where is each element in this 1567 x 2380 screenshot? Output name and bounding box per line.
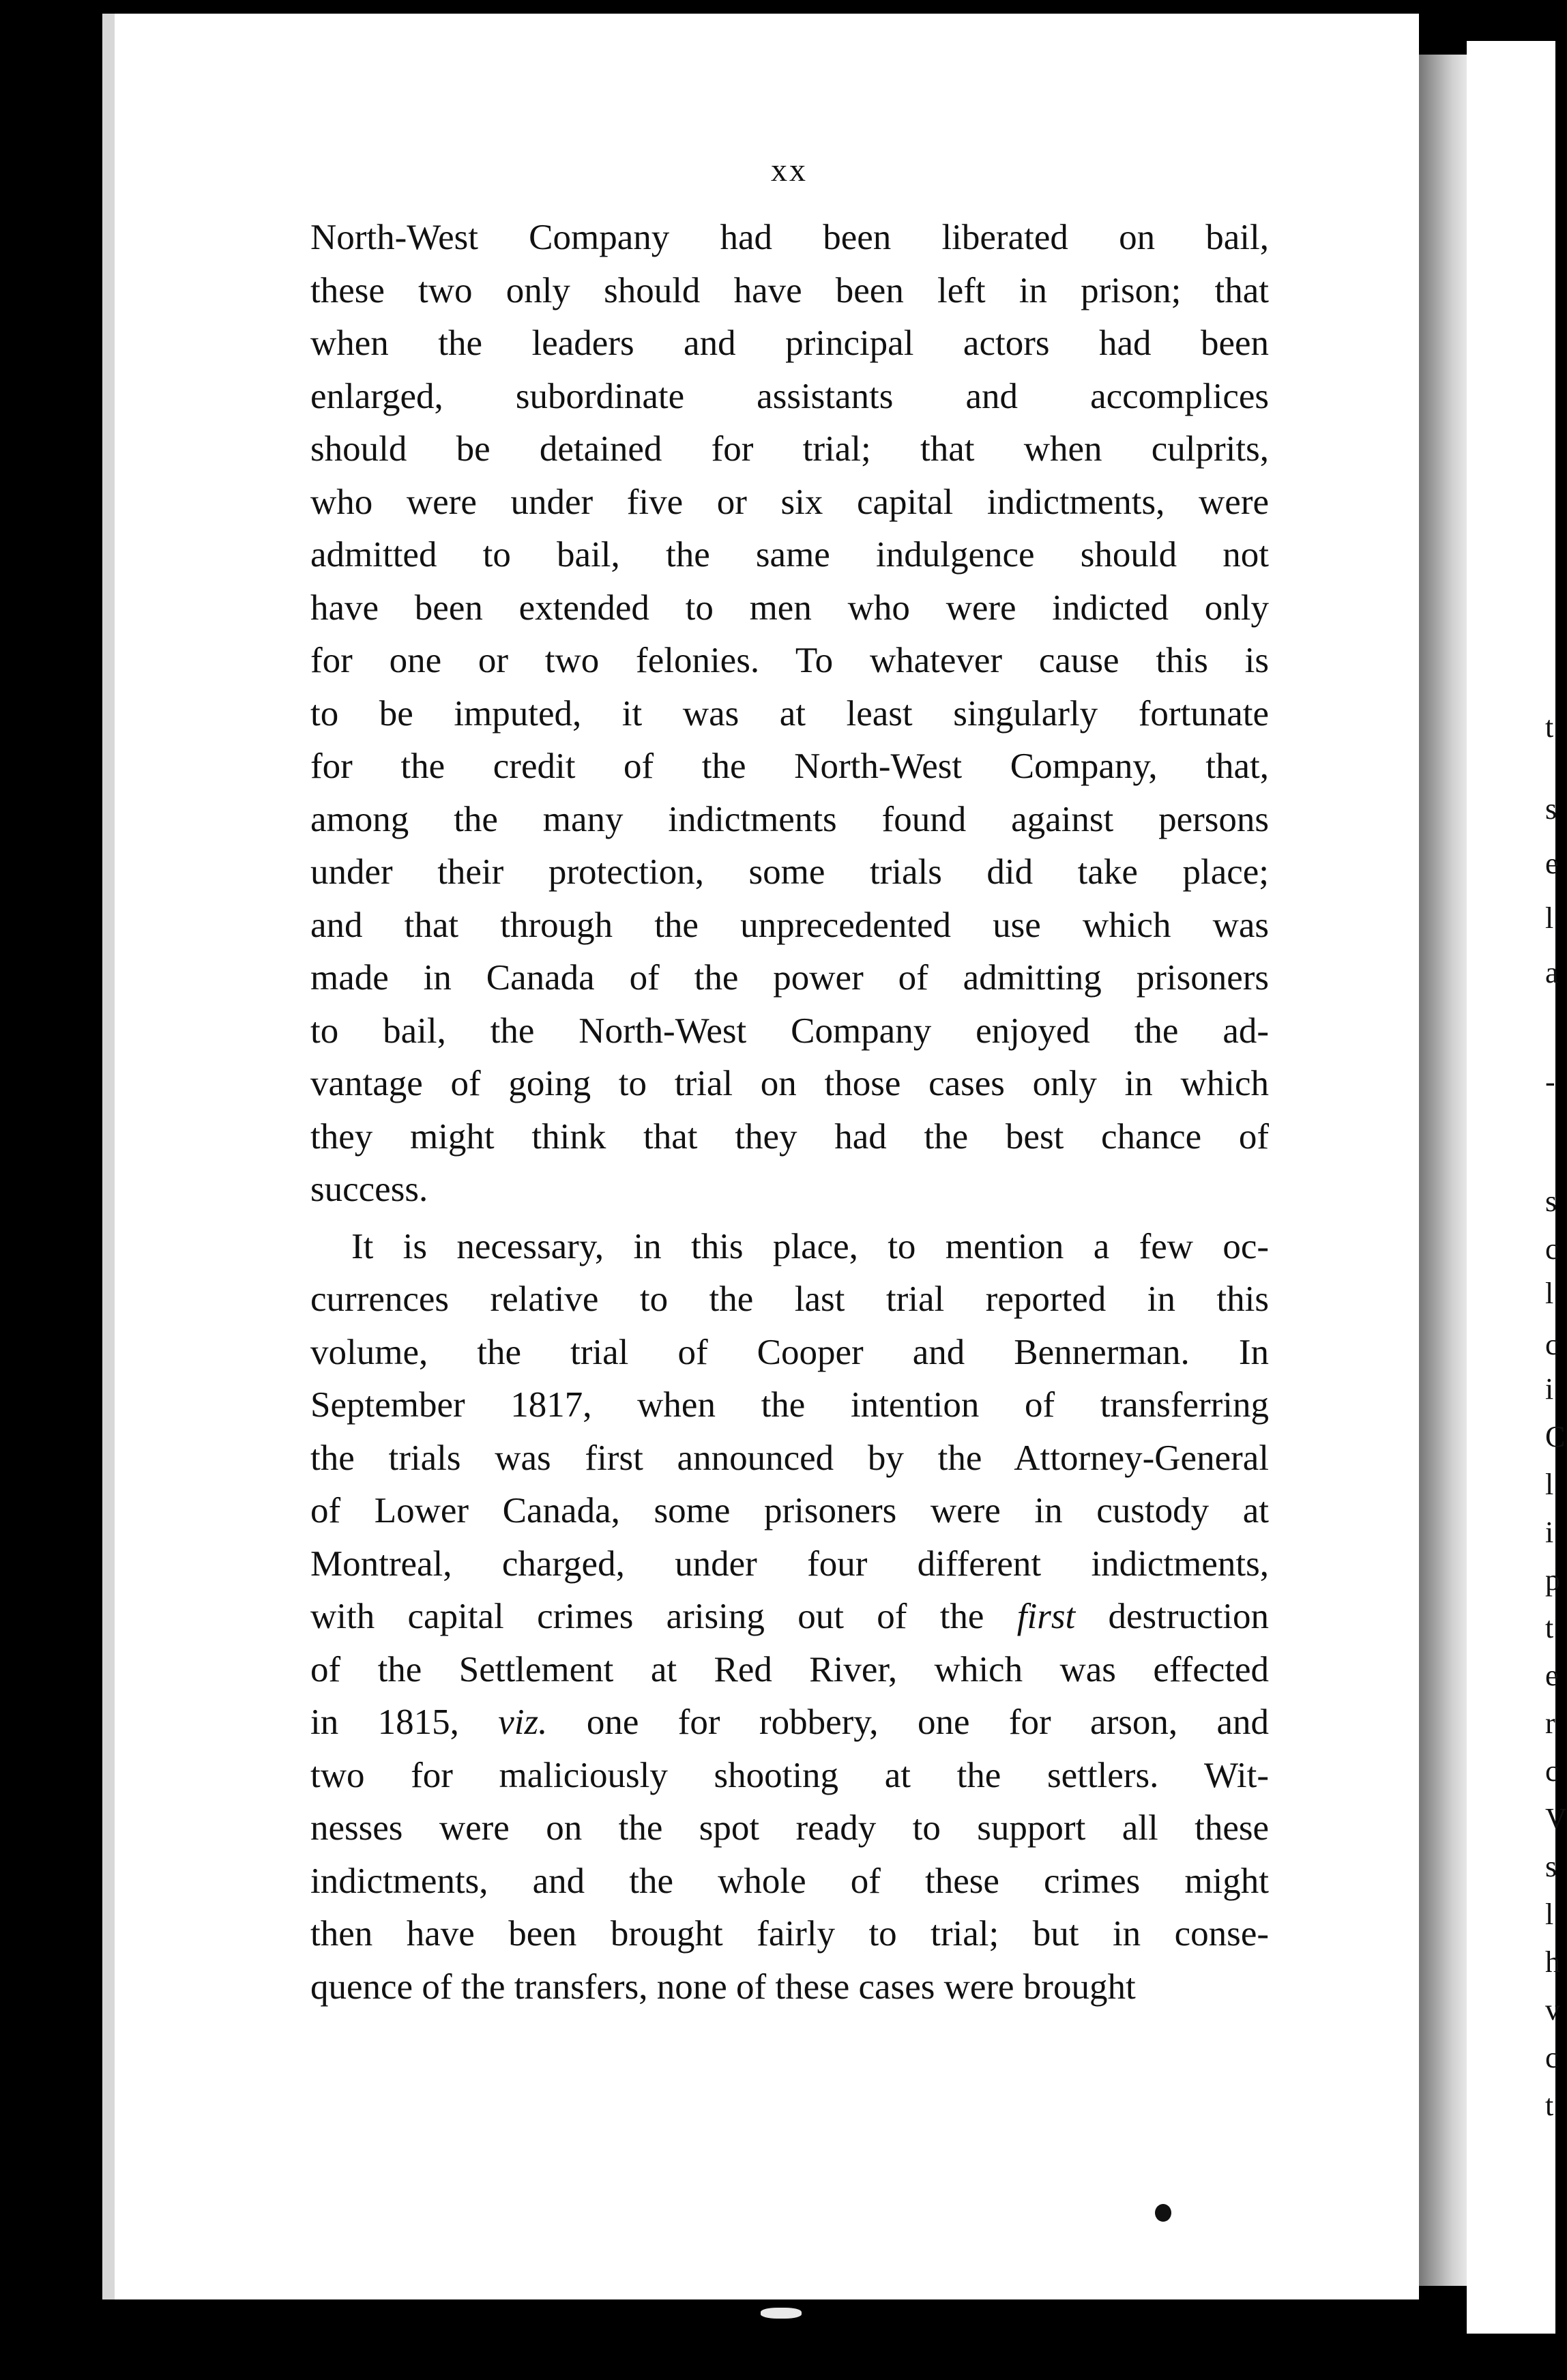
facing-page-letter: c [1545, 1328, 1559, 1361]
facing-page-letter: t [1545, 2089, 1554, 2122]
text-line: two for maliciously shooting at the settlers. Wit- [310, 1755, 1269, 1795]
italic-word: viz. [498, 1702, 548, 1742]
facing-page-letter: p [1545, 1563, 1560, 1597]
text-line: the trials was first announced by the Attorney-General [310, 1438, 1269, 1478]
text-line: and that through the unprecedented use which was [310, 905, 1269, 945]
facing-page-edge [1467, 41, 1555, 2334]
text-line: these two only should have been left in prison; that [310, 270, 1269, 310]
text-line: have been extended to men who were indicted only [310, 587, 1269, 628]
text-line [310, 1696, 1269, 1750]
text-segment: one for robbery, one for arson, and [586, 1702, 1270, 1742]
facing-page-letter: h [1545, 1945, 1560, 1979]
text-segment: destruction [1108, 1597, 1270, 1636]
text-line: for the credit of the North-West Company, that, [310, 746, 1269, 786]
text-line: success. [310, 1170, 428, 1209]
text-line: quence of the transfers, none of these cases were brought [310, 1967, 1136, 2007]
facing-page-letter: - [1545, 1065, 1555, 1099]
italic-word: first [1016, 1597, 1076, 1636]
text-line: enlarged, subordinate assistants and accomplices [310, 376, 1269, 416]
facing-page-letter: l [1545, 1898, 1554, 1931]
facing-page-letter: C [1545, 1420, 1566, 1453]
text-segment: with capital crimes arising out of the [310, 1597, 984, 1636]
running-head: xx [771, 152, 808, 188]
facing-page-letter: e [1545, 847, 1559, 880]
text-line: they might think that they had the best chance of [310, 1116, 1269, 1157]
facing-page-letter: c [1545, 1232, 1559, 1266]
text-line: to bail, the North-West Company enjoyed the ad- [310, 1011, 1269, 1051]
text-line: who were under five or six capital indictments, were [310, 482, 1269, 522]
facing-page-letter: c [1545, 2041, 1559, 2074]
text-line: then have been brought fairly to trial; but in conse- [310, 1914, 1269, 1954]
body-text [310, 212, 1269, 2014]
text-line: of the Settlement at Red River, which was effected [310, 1649, 1269, 1689]
facing-page-letter: t [1545, 710, 1554, 744]
text-line: North-West Company had been liberated on bail, [310, 218, 1269, 257]
text-line: for one or two felonies. To whatever cause this is [310, 641, 1269, 680]
text-segment: in 1815, [310, 1702, 459, 1742]
text-line [310, 1591, 1269, 1644]
facing-page-letter: a [1545, 956, 1559, 989]
text-line: September 1817, when the intention of transferring [310, 1385, 1269, 1425]
facing-page-letter: s [1545, 792, 1557, 826]
facing-page-letter: i [1545, 1515, 1554, 1549]
facing-page-letter: e [1545, 1659, 1559, 1692]
text-line: made in Canada of the power of admitting prisoners [310, 958, 1269, 998]
scan-smudge [761, 2308, 802, 2319]
facing-page-letter: i [1545, 1372, 1554, 1406]
text-line: should be detained for trial; that when culprits, [310, 429, 1269, 469]
facing-page-letter: s [1545, 1850, 1557, 1883]
text-line: of Lower Canada, some prisoners were in custody at [310, 1491, 1269, 1530]
facing-page-letter: l [1545, 901, 1554, 935]
text-line: Montreal, charged, under four different indictments, [310, 1543, 1269, 1584]
text-line: indictments, and the whole of these crimes might [310, 1861, 1269, 1901]
text-line: admitted to bail, the same indulgence should not [310, 535, 1269, 575]
text-line: It is necessary, in this place, to mention a few oc- [351, 1226, 1269, 1266]
facing-page-letter: t [1545, 1611, 1554, 1644]
text-line: among the many indictments found against persons [310, 799, 1269, 839]
text-line: nesses were on the spot ready to support all these [310, 1808, 1269, 1848]
facing-page-letter: r [1545, 1707, 1555, 1740]
text-line: under their protection, some trials did take place; [310, 852, 1269, 892]
text-line: to be imputed, it was at least singularly fortunate [310, 693, 1269, 734]
facing-page-letter: c [1545, 1754, 1559, 1788]
facing-page-letter: s [1545, 1185, 1557, 1218]
text-line: vantage of going to trial on those cases only in which [310, 1064, 1269, 1103]
facing-page-letter: v [1545, 1993, 1560, 2027]
ink-speck [1155, 2204, 1171, 2222]
text-line: when the leaders and principal actors had been [310, 323, 1269, 363]
facing-page-letter: l [1545, 1277, 1554, 1310]
text-line: currences relative to the last trial reported in this [310, 1279, 1269, 1319]
facing-page-letter: V [1545, 1802, 1567, 1835]
facing-page-letter: l [1545, 1468, 1554, 1501]
text-line: volume, the trial of Cooper and Bennerman. In [310, 1332, 1269, 1372]
page-gutter-shadow [1419, 55, 1474, 2286]
